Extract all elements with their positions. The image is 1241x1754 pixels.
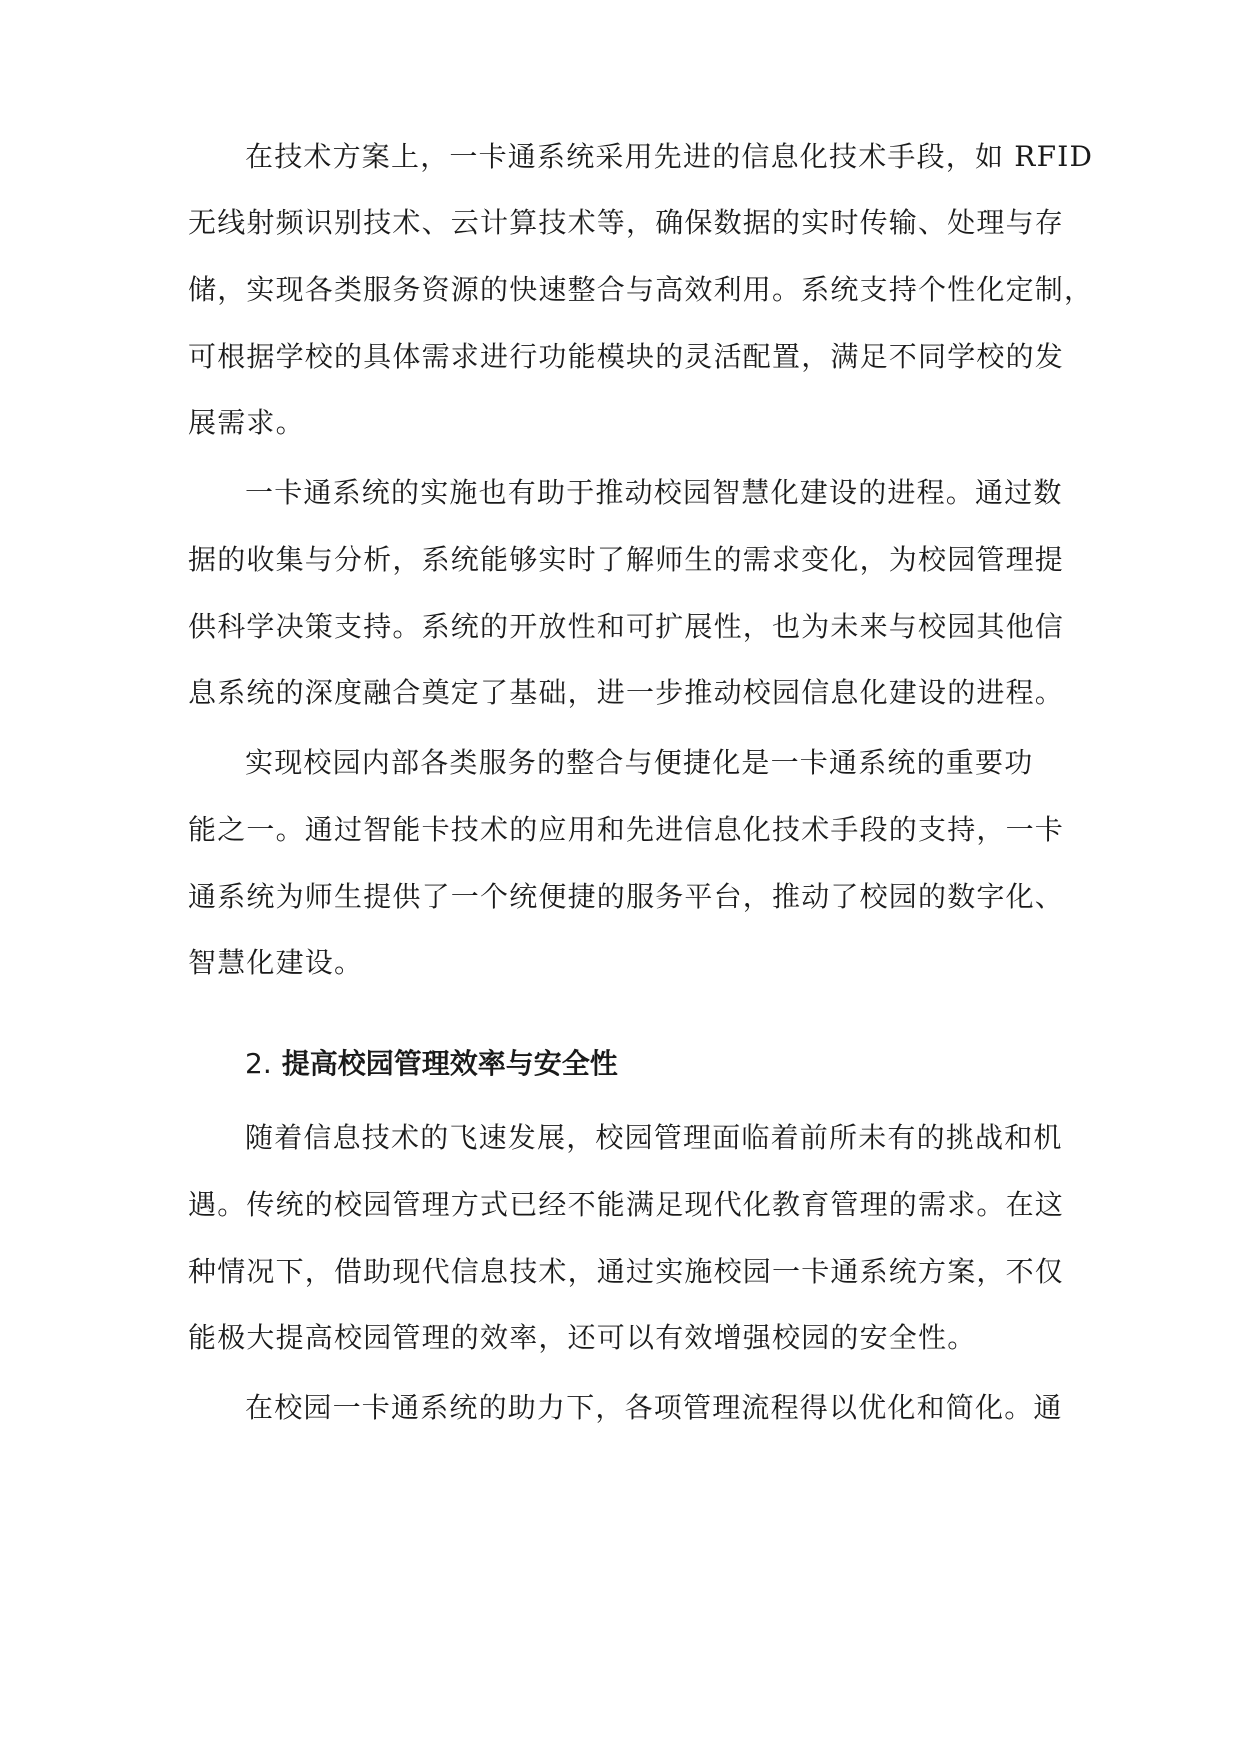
paragraph-line: 无线射频识别技术、云计算技术等，确保数据的实时传输、处理与存 [188, 206, 1065, 239]
paragraph-line: 储，实现各类服务资源的快速整合与高效利用。系统支持个性化定制， [188, 273, 1094, 306]
paragraph-line: 据的收集与分析，系统能够实时了解师生的需求变化，为校园管理提 [188, 543, 1065, 576]
paragraph-line: 在校园一卡通系统的助力下，各项管理流程得以优化和简化。通 [245, 1391, 1063, 1424]
paragraph-line: 智慧化建设。 [188, 946, 364, 979]
paragraph-line: 能极大提高校园管理的效率，还可以有效增强校园的安全性。 [188, 1321, 977, 1354]
section-heading [245, 1044, 1045, 1084]
paragraph-line: 种情况下，借助现代信息技术，通过实施校园一卡通系统方案，不仅 [188, 1255, 1065, 1288]
paragraph-line: 在技术方案上，一卡通系统采用先进的信息化技术手段，如 RFID [245, 140, 1094, 173]
paragraph-line: 随着信息技术的飞速发展，校园管理面临着前所未有的挑战和机 [245, 1121, 1063, 1154]
paragraph-line: 遇。传统的校园管理方式已经不能满足现代化教育管理的需求。在这 [188, 1188, 1065, 1221]
paragraph-line: 息系统的深度融合奠定了基础，进一步推动校园信息化建设的进程。 [188, 676, 1065, 709]
section-title: 提高校园管理效率与安全性 [281, 1047, 618, 1080]
paragraph-line: 通系统为师生提供了一个统便捷的服务平台，推动了校园的数字化、 [188, 880, 1065, 913]
paragraph-line: 展需求。 [188, 406, 305, 439]
paragraph-line: 一卡通系统的实施也有助于推动校园智慧化建设的进程。通过数 [245, 476, 1063, 509]
paragraph-line: 能之一。通过智能卡技术的应用和先进信息化技术手段的支持，一卡 [188, 813, 1065, 846]
paragraph-line: 实现校园内部各类服务的整合与便捷化是一卡通系统的重要功 [245, 746, 1034, 779]
paragraph-line: 可根据学校的具体需求进行功能模块的灵活配置，满足不同学校的发 [188, 340, 1065, 373]
paragraph-line: 供科学决策支持。系统的开放性和可扩展性，也为未来与校园其他信 [188, 610, 1065, 643]
section-number: 2. [245, 1047, 272, 1080]
